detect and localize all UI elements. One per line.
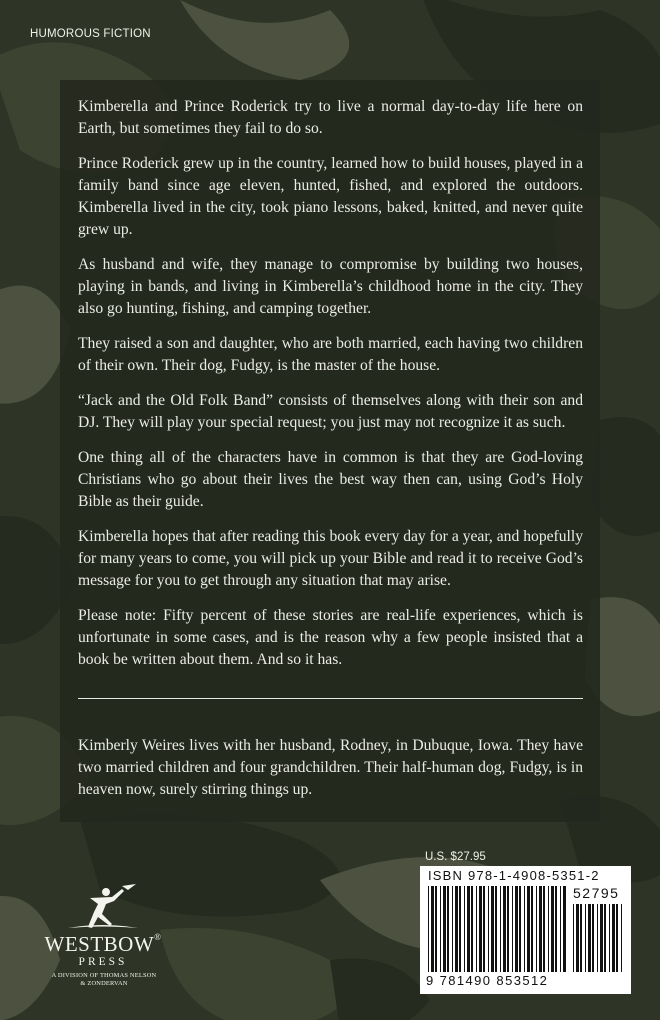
barcode-bar (459, 886, 461, 972)
barcode-bar (483, 886, 485, 972)
barcode-bar (563, 886, 566, 972)
barcode-bar (597, 904, 598, 972)
barcode-bar (555, 886, 557, 972)
barcode-bar (609, 904, 610, 972)
barcode-bar (491, 886, 494, 972)
blurb-paragraph: Kimberella hopes that after reading this book every day for a year, and hopefully for many years to come, you will pick up your Bible and read it to receive God’s message for you to get through any situation that may arise. (78, 528, 583, 589)
blurb-paragraph: As husband and wife, they manage to compromise by building two houses, playing in bands, and living in Kimberella’s childhood home in the city. They also go hunting, fishing, and camping together. (78, 256, 583, 317)
barcode-bar (512, 886, 513, 972)
barcode-bar (592, 904, 594, 972)
barcode-bar (621, 904, 622, 972)
division-line: A DIVISION OF THOMAS NELSON (51, 972, 157, 979)
registered-mark: ® (154, 932, 162, 942)
blurb (78, 96, 583, 684)
barcode-bar (588, 904, 591, 972)
barcode-bar (467, 886, 470, 972)
barcode-bar (573, 904, 574, 972)
barcode-bar (616, 904, 618, 972)
ean-barcode-bars (428, 886, 568, 972)
barcode-bar (447, 886, 449, 972)
barcode-bar (600, 904, 603, 972)
publisher-name (28, 932, 178, 957)
publisher-name-text: WESTBOW (44, 932, 155, 956)
blurb-paragraph: One thing all of the characters have in common is that they are God-loving Christians who go about their lives the best way then can, using God’s Holy Bible as their guide. (78, 449, 583, 510)
barcode-bar (435, 886, 437, 972)
divider (78, 698, 583, 699)
barcode-bar (560, 886, 561, 972)
barcode-bar (476, 886, 477, 972)
barcode-bar (515, 886, 518, 972)
barcode-bar (431, 886, 434, 972)
barcode-bar (500, 886, 501, 972)
barcode-bar (464, 886, 465, 972)
barcode-bar (551, 886, 554, 972)
barcode-bar (524, 886, 525, 972)
isbn-label: ISBN 978-1-4908-5351-2 (428, 868, 600, 883)
barcode-bar (585, 904, 586, 972)
blurb-paragraph: They raised a son and daughter, who are both married, each having two children of their own. Their dog, Fudgy, is the master of the house. (78, 335, 583, 374)
blurb-paragraph: Kimberella and Prince Roderick try to live a normal day-to-day life here on Earth, but sometimes they fail to do so. (78, 98, 583, 137)
barcode-bar (536, 886, 537, 972)
author-bio: Kimberly Weires lives with her husband, Rodney, in Dubuque, Iowa. They have two married children and four grandchildren. Their half-human dog, Fudgy, is in heaven now, surely stirring things up. (78, 737, 583, 798)
division-line: & ZONDERVAN (80, 980, 128, 987)
barcode-bar (443, 886, 446, 972)
blurb-paragraph: Please note: Fifty percent of these stories are real-life experiences, which is unfortunate in some cases, and is the reason why a few people insisted that a book be written about them. And so it has. (78, 607, 583, 668)
barcode-bar (576, 904, 579, 972)
genre-label: HUMOROUS FICTION (30, 28, 151, 40)
addon-barcode-bars (573, 904, 625, 972)
barcode-bar (612, 904, 615, 972)
blurb-paragraph: Prince Roderick grew up in the country, learned how to build houses, played in a family band since age eleven, hunted, fished, and explored the outdoors. Kimberella lived in the city, took piano lessons, baked, knitted, and never quite grew up. (78, 155, 583, 238)
barcode-bar (519, 886, 521, 972)
blurb-paragraph: “Jack and the Old Folk Band” consists of themselves along with their son and DJ. They will play your special request; you just may not recognize it as such. (78, 392, 583, 431)
runner-icon (66, 884, 140, 932)
barcode-bar (440, 886, 441, 972)
publisher-division (34, 972, 174, 988)
barcode-bar (539, 886, 542, 972)
barcode-bar (479, 886, 482, 972)
barcode-bar (495, 886, 497, 972)
barcode-bar (543, 886, 545, 972)
barcode-bar (527, 886, 530, 972)
barcode-bar (580, 904, 582, 972)
addon-number: 52795 (573, 885, 620, 901)
barcode-bar (507, 886, 509, 972)
barcode-bar (531, 886, 533, 972)
barcode-bar (471, 886, 473, 972)
price-label: U.S. $27.95 (425, 851, 486, 863)
publisher-sub: PRESS (78, 956, 128, 968)
barcode-bar (604, 904, 606, 972)
barcode (420, 866, 631, 994)
barcode-bar (452, 886, 453, 972)
barcode-bar (503, 886, 506, 972)
barcode-bar (428, 886, 429, 972)
barcode-bar (488, 886, 489, 972)
barcode-bar (455, 886, 458, 972)
ean-digits: 9 781490 853512 (426, 973, 549, 988)
publisher-logo (28, 880, 178, 1010)
barcode-bar (548, 886, 549, 972)
